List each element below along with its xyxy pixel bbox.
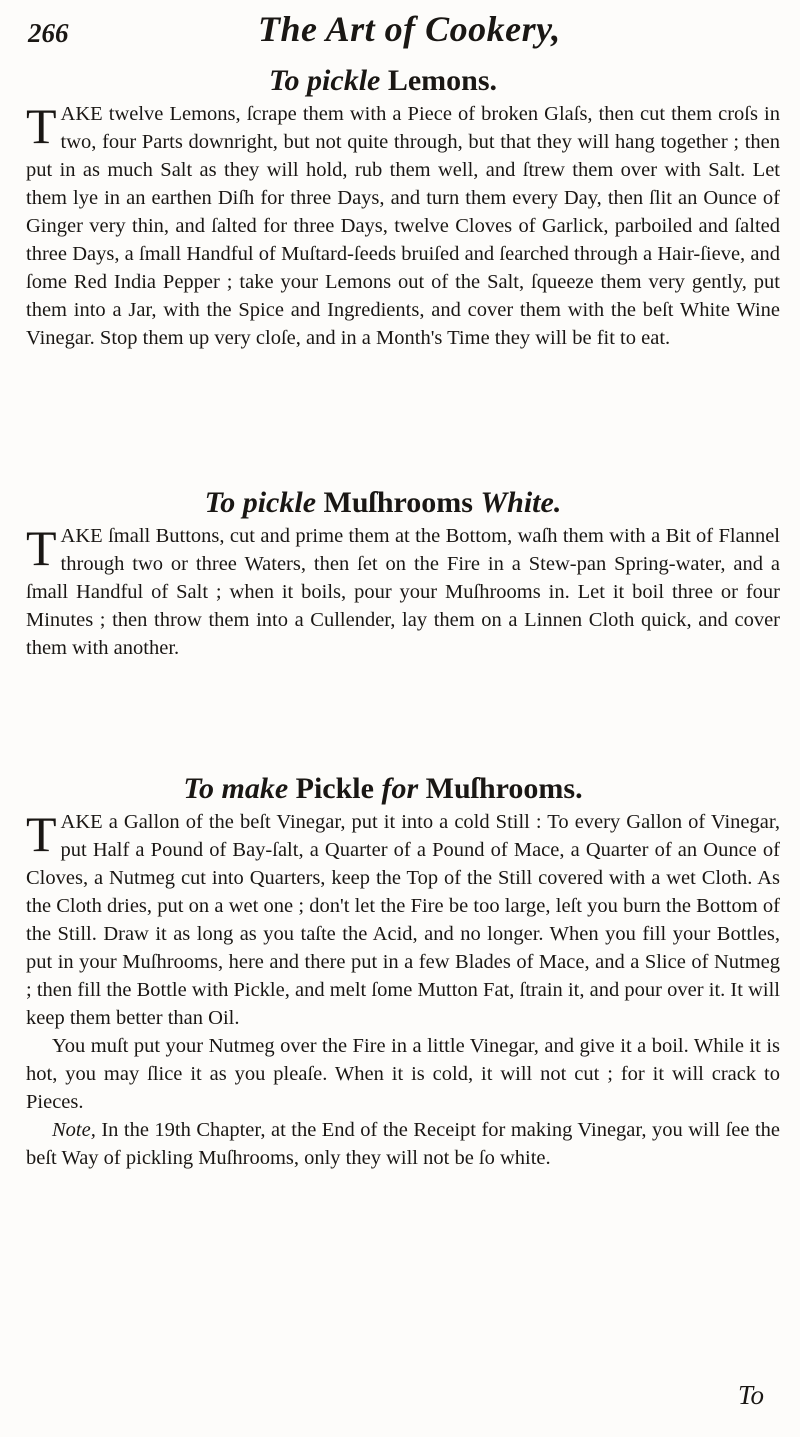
recipe-title [26, 62, 780, 100]
running-header [28, 8, 768, 58]
recipe-body-text: AKE twelve Lemons, ſcrape them with a Piece of broken Glaſs, then cut them croſs in two, four Parts downright, but not quite through, but that they will hang together ; then put in as much Salt as they will hold, rub them well, and ſtrew them over with Salt. Let them lye in an earthen Diſh for three Days, and turn them every Day, then ſlit an Ounce of Ginger very thin, and ſalted for three Days, twelve Cloves of Garlick, parboiled and ſalted three Days, a ſmall Handful of Muſtard-ſeeds bruiſed and ſearched through a Hair-ſieve, and ſome Red India Pepper ; take your Lemons out of the Salt, ſqueeze them very gently, put them into a Jar, with the Spice and Ingredients, and cover them with the beſt White Wine Vinegar. Stop them up very cloſe, and in a Month's Time they will be fit to eat. [26, 103, 780, 349]
recipe-text [26, 808, 780, 1032]
page-number: 266 [28, 18, 69, 48]
title-suffix: White. [480, 486, 562, 519]
recipe-pickle-mushrooms-white [26, 484, 780, 662]
note-label: Note, [52, 1119, 96, 1141]
drop-capital: T [26, 98, 57, 154]
recipe-body-text: AKE ſmall Buttons, cut and prime them at the Bottom, waſh them with a Bit of Flannel through two or three Waters, then ſet on the Fire in a Stew-pan Spring-water, and a ſmall Handful of Salt ; when it boils, pour your Muſhrooms in. Let it boil three or four Minutes ; then throw them into a Cullender, lay them on a Linnen Cloth quick, and cover them with another. [26, 525, 780, 659]
title-prefix: To pickle [268, 64, 381, 97]
title-connector: for [381, 772, 419, 805]
title-suffix: Muſhrooms. [425, 772, 583, 805]
recipe-pickle-lemons [26, 62, 780, 352]
note-text: In the 19th Chapter, at the End of the Receipt for making Vinegar, you will ſee the beſt Way of pickling Muſhrooms, only they will not be ſo white. [26, 1119, 781, 1169]
recipe-body-text: AKE a Gallon of the beſt Vinegar, put it into a cold Still : To every Gallon of Vinegar, put Half a Pound of Bay-ſalt, a Quarter of a Pound of Mace, a Quarter of an Ounce of Cloves, a Nutmeg cut into Quarters, keep the Top of the Still covered with a wet Cloth. As the Cloth dries, put on a wet one ; don't let the Fire be too large, leſt you burn the Bottom of the Still. Draw it as long as you taſte the Acid, and no longer. When you fill your Bottles, put in your Muſhrooms, here and there put in a few Blades of Mace, and a Slice of Nutmeg ; then fill the Bottle with Pickle, and melt ſome Mutton Fat, ſtrain it, and pour over it. It will keep them better than Oil. [26, 811, 780, 1029]
recipe-pickle-for-mushrooms [26, 770, 780, 1172]
drop-capital: T [26, 520, 57, 576]
title-subject: Pickle [295, 772, 374, 805]
title-subject: Lemons. [387, 64, 498, 97]
recipe-note [26, 1116, 780, 1172]
catchword: To [737, 1380, 764, 1410]
title-subject: Muſhrooms [323, 486, 473, 519]
drop-capital: T [26, 806, 57, 862]
recipe-text [26, 522, 780, 662]
title-prefix: To make [183, 772, 289, 805]
recipe-text [26, 100, 780, 352]
recipe-paragraph-2: You muſt put your Nutmeg over the Fire in a little Vinegar, and give it a boil. While it is hot, you may ſlice it as you pleaſe. When it is cold, it will not cut ; for it will crack to Pieces. [26, 1035, 780, 1113]
title-prefix: To pickle [204, 486, 317, 519]
recipe-title [26, 770, 780, 808]
recipe-title [26, 484, 780, 522]
running-title: The Art of Cookery, [258, 9, 561, 49]
